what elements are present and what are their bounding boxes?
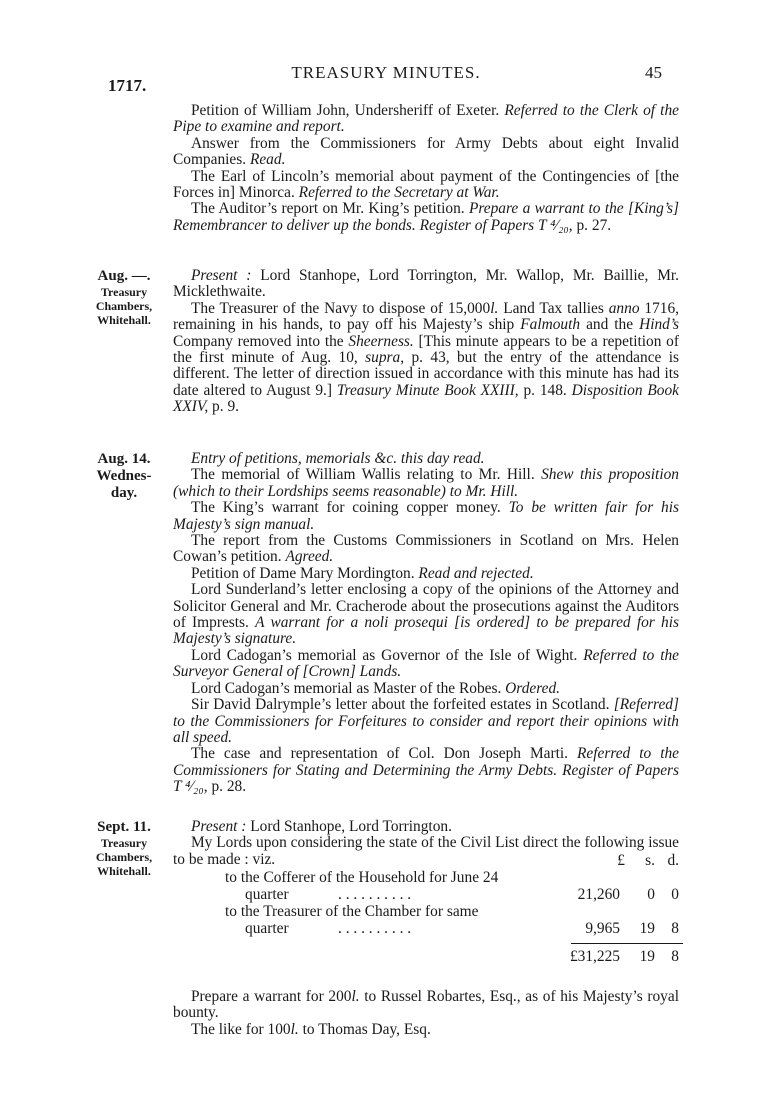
minute-entry xyxy=(173,268,679,301)
italic-run: A warrant for a noli prosequi [is ordered] to be prepared for his Majesty’s signature. xyxy=(173,614,679,648)
italic-run: Referred to the Clerk of the Pipe to examine and report. xyxy=(173,102,679,136)
minute-entry xyxy=(173,533,679,566)
minute-entry xyxy=(173,648,679,681)
italic-run: l. xyxy=(490,299,499,317)
text-run: to Thomas Day, Esq. xyxy=(298,1020,431,1038)
text-run: p. 148. xyxy=(518,381,572,399)
text-run: Land Tax tallies xyxy=(498,299,609,317)
text-run: Lord Stanhope, Lord Torrington, Mr. Wallop, Mr. Baillie, Mr. Micklethwaite. xyxy=(173,267,680,301)
total-pounds: £31,225 xyxy=(569,948,620,965)
minute-entry xyxy=(173,1022,679,1038)
text-run: , p. 28. xyxy=(203,778,247,796)
text-run: Answer from the Commissioners for Army Debts about eight Invalid Companies. xyxy=(173,134,679,169)
italic-run: Disposition Book XXIV, xyxy=(173,381,679,416)
text-run: Lord Stanhope, Lord Torrington. xyxy=(250,818,452,835)
minutes-block-4-warrants xyxy=(173,989,679,1038)
minute-entry xyxy=(173,989,679,1022)
amount-shillings: 0 xyxy=(647,886,655,903)
total-pence: 8 xyxy=(671,948,679,965)
total-shillings: 19 xyxy=(639,948,655,965)
italic-run: l. xyxy=(351,988,360,1005)
italic-run: Read. xyxy=(249,151,286,169)
minute-entry xyxy=(173,582,679,648)
col-head-pounds: £ xyxy=(617,852,625,869)
margin-date-aug-14 xyxy=(80,451,168,502)
text-run: Lord Cadogan’s memorial as Master of the Robes. xyxy=(191,679,506,697)
text-run: to Russel Robartes, Esq., as of his Majesty’s royal bounty. xyxy=(173,988,679,1022)
text-run: The report from the Customs Commissioners in Scotland on Mrs. Helen Cowan’s petition. xyxy=(173,532,679,566)
amount-pence: 0 xyxy=(671,886,679,903)
italic-run: Referred to the Commissioners for Stating and Determining the Army Debts. Register of Papers T ⁴⁄₂₀ xyxy=(173,745,679,796)
italic-run: Present : xyxy=(191,267,261,284)
italic-run: supra, xyxy=(365,349,405,367)
text-run: p. 9. xyxy=(208,398,239,416)
payment-table xyxy=(173,852,683,977)
italic-run: Falmouth xyxy=(520,316,581,334)
col-head-shillings: s. xyxy=(645,852,655,869)
italic-run: Referred to the Secretary at War. xyxy=(298,184,500,202)
text-run: Sir David Dalrymple’s letter about the forfeited estates in Scotland. xyxy=(191,696,614,714)
italic-run: Treasury Minute Book XXIII, xyxy=(336,381,519,399)
amount-shillings: 19 xyxy=(639,920,655,937)
margin-year: 1717. xyxy=(108,76,147,95)
minute-entry xyxy=(173,301,679,416)
text-run: The Treasurer of the Navy to dispose of 15,000 xyxy=(191,299,491,317)
minute-entry xyxy=(173,697,679,746)
entry-place-line: Treasury xyxy=(100,285,148,299)
italic-run: Shew this proposition (which to their Lordships seems reasonable) to Mr. Hill. xyxy=(173,466,680,500)
margin-date-sept-11 xyxy=(80,819,168,878)
col-head-pence: d. xyxy=(667,852,679,869)
leader-dots: . . . . . . . . . . xyxy=(338,920,412,937)
italic-run: Present : xyxy=(191,818,251,835)
italic-run: l. xyxy=(290,1020,299,1038)
text-run: The Auditor’s report on Mr. King’s petition. xyxy=(191,200,469,218)
text-run: Petition of Dame Mary Mordington. xyxy=(191,564,419,582)
minute-entry xyxy=(173,169,679,202)
text-run: 1716, remaining in his hands, to pay off his Majesty’s ship xyxy=(173,299,680,334)
text-run: The King’s warrant for coining copper money. xyxy=(191,499,509,517)
text-run: The memorial of William Wallis relating to Mr. Hill. xyxy=(191,466,542,484)
text-run: Lord Sunderland’s letter enclosing a copy of the opinions of the Attorney and Solicitor General and Mr. Cracherode about the prosecutions against the Auditors of Imprests. xyxy=(173,581,679,632)
margin-date-aug xyxy=(80,268,168,327)
minute-entry xyxy=(173,746,679,795)
minute-entry xyxy=(173,500,679,533)
italic-run: Referred to the Surveyor General of [Crown] Lands. xyxy=(173,646,679,681)
minute-entry xyxy=(173,566,679,582)
italic-run: Sheerness. xyxy=(348,332,414,350)
minute-entry xyxy=(173,467,679,500)
entry-place-line: Whitehall. xyxy=(97,313,151,327)
text-run: , p. 27. xyxy=(568,216,612,234)
text-run: The Earl of Lincoln’s memorial about payment of the Contingencies of [the Forces in] Minorca. xyxy=(173,167,679,202)
payment-desc-cont: quarter xyxy=(245,886,289,903)
minute-entry xyxy=(173,201,679,234)
entry-place-line: Chambers, xyxy=(95,299,153,313)
minute-entry xyxy=(173,103,679,136)
text-run: Lord Cadogan’s memorial as Governor of the Isle of Wight. xyxy=(191,646,584,664)
italic-run: Hind’s xyxy=(639,316,679,334)
entry-day-line: day. xyxy=(110,485,138,501)
text-run: Petition of William John, Undersheriff of Exeter. xyxy=(191,102,505,119)
italic-run: Ordered. xyxy=(505,679,561,697)
text-run: [This minute appears to be a repetition of the first minute of Aug. 10, xyxy=(173,332,679,367)
entry-date: Aug. 14. xyxy=(97,451,151,467)
entry-place-line: Treasury xyxy=(100,836,148,850)
italic-run: Prepare a warrant to the [King’s] Remembrancer to deliver up the bonds. Register of Papers T ⁴⁄₂₀ xyxy=(173,200,679,234)
text-run: My Lords upon considering the state of the Civil List direct the following issue to be made : viz. xyxy=(173,834,679,868)
text-run: Prepare a warrant for 200 xyxy=(191,988,352,1005)
italic-run: To be written fair for his Majesty’s sign manual. xyxy=(173,499,679,533)
minutes-block-1 xyxy=(173,103,679,234)
sum-rule xyxy=(571,943,683,944)
entry-place-line: Chambers, xyxy=(95,850,153,864)
italic-run: [Referred] to the Commissioners for Forfeitures to consider and report their opinions with all speed. xyxy=(173,696,679,746)
italic-run: anno xyxy=(608,299,640,317)
minutes-block-2 xyxy=(173,268,679,416)
italic-run: Read and rejected. xyxy=(418,564,534,582)
running-title: TREASURY MINUTES. xyxy=(291,63,481,82)
minutes-block-3 xyxy=(173,451,679,796)
text-run: p. 43, but the entry of the attendance is different. The letter of direction issued in accordance with this minute has had its date altered to August 9.] xyxy=(173,349,679,399)
minute-entry xyxy=(173,819,679,835)
text-run: and the xyxy=(580,316,640,334)
entry-place-line: Whitehall. xyxy=(97,864,151,878)
italic-run: Entry of petitions, memorials &c. this day read. xyxy=(191,450,485,467)
entry-date: Aug. —. xyxy=(97,268,151,284)
minute-entry xyxy=(173,136,679,169)
payment-desc: to the Treasurer of the Chamber for same xyxy=(225,903,479,920)
minute-entry xyxy=(173,681,679,697)
leader-dots: . . . . . . . . . . xyxy=(338,886,412,903)
text-run: Company removed into the xyxy=(173,332,349,350)
page-number: 45 xyxy=(645,63,662,82)
entry-date: Sept. 11. xyxy=(97,819,151,835)
entry-day-line: Wednes- xyxy=(96,468,152,484)
minute-entry xyxy=(173,451,679,467)
text-run: The case and representation of Col. Don Joseph Marti. xyxy=(191,745,577,763)
payment-desc-cont: quarter xyxy=(245,920,289,937)
payment-desc: to the Cofferer of the Household for June 24 xyxy=(225,869,499,886)
amount-pounds: 21,260 xyxy=(577,886,620,903)
italic-run: Agreed. xyxy=(285,548,334,566)
text-run: The like for 100 xyxy=(191,1020,291,1038)
amount-pence: 8 xyxy=(671,920,679,937)
amount-pounds: 9,965 xyxy=(585,920,620,937)
